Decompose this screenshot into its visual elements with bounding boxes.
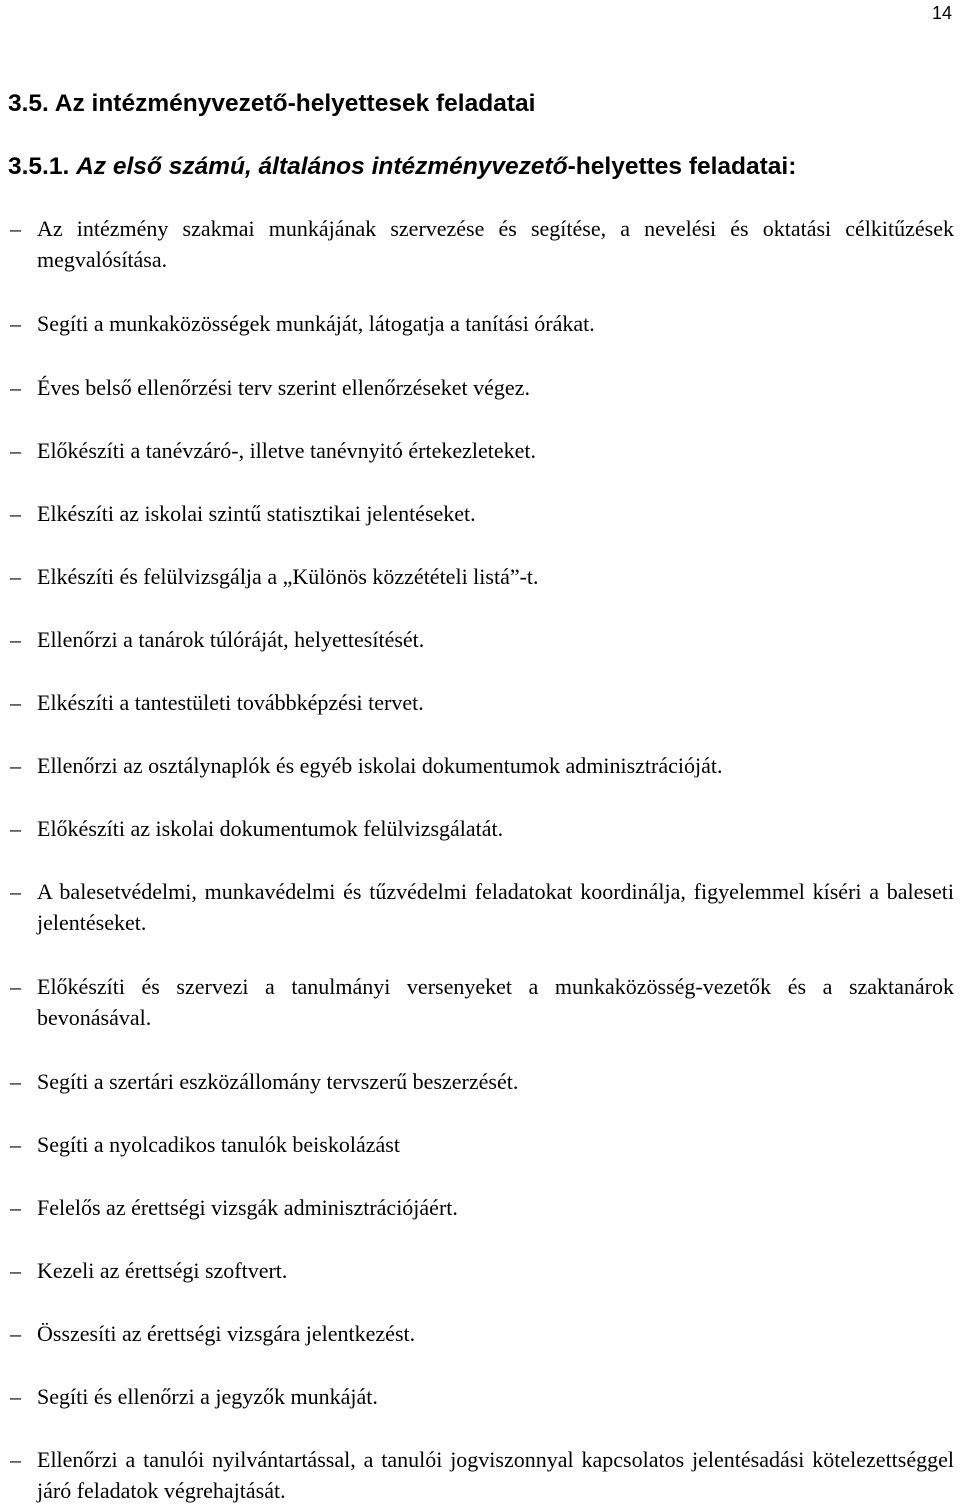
- dash-bullet: –: [10, 1132, 21, 1157]
- dash-bullet: –: [10, 438, 21, 463]
- dash-bullet: –: [10, 690, 21, 715]
- task-text: Segíti a munkaközösségek munkáját, látogatja a tanítási órákat.: [37, 311, 595, 336]
- page-number: 14: [931, 3, 952, 23]
- task-text: Ellenőrzi az osztálynaplók és egyéb iskolai dokumentumok adminisztrációját.: [37, 753, 723, 778]
- dash-bullet: –: [10, 1447, 21, 1472]
- dash-bullet: –: [10, 1069, 21, 1094]
- subsection-heading: [8, 152, 796, 182]
- task-text: A balesetvédelmi, munkavédelmi és tűzvédelmi feladatokat koordinálja, figyelemmel kíséri a baleseti jelentéseket.: [37, 879, 954, 935]
- dash-bullet: –: [10, 1195, 21, 1220]
- task-text: Kezeli az érettségi szoftvert.: [37, 1258, 288, 1283]
- dash-bullet: –: [10, 375, 21, 400]
- subsection-number: 3.5.1.: [8, 153, 77, 180]
- dash-bullet: –: [10, 753, 21, 778]
- task-text: Segíti és ellenőrzi a jegyzők munkáját.: [37, 1384, 378, 1409]
- dash-bullet: –: [10, 501, 21, 526]
- task-text: Ellenőrzi a tanárok túlóráját, helyettesítését.: [37, 627, 425, 652]
- task-text: Segíti a szertári eszközállomány tervszerű beszerzését.: [37, 1069, 519, 1094]
- subsection-title-rest: -helyettes feladatai:: [567, 153, 797, 180]
- task-text: Összesíti az érettségi vizsgára jelentkezést.: [37, 1321, 416, 1346]
- dash-bullet: –: [10, 879, 21, 904]
- dash-bullet: –: [10, 1321, 21, 1346]
- dash-bullet: –: [10, 1258, 21, 1283]
- task-text: Felelős az érettségi vizsgák adminisztrációjáért.: [37, 1195, 458, 1220]
- task-text: Ellenőrzi a tanulói nyilvántartással, a tanulói jogviszonnyal kapcsolatos jelentésadási kötelezettséggel járó feladatok végrehajtását.: [37, 1447, 954, 1503]
- task-text: Az intézmény szakmai munkájának szervezése és segítése, a nevelési és oktatási célkitűzések megvalósítása.: [37, 216, 954, 272]
- task-text: Előkészíti az iskolai dokumentumok felülvizsgálatát.: [37, 816, 504, 841]
- dash-bullet: –: [10, 216, 21, 241]
- task-text: Segíti a nyolcadikos tanulók beiskolázást: [37, 1132, 400, 1157]
- dash-bullet: –: [10, 816, 21, 841]
- task-text: Elkészíti a tantestületi továbbképzési tervet.: [37, 690, 424, 715]
- task-text: Elkészíti az iskolai szintű statisztikai jelentéseket.: [37, 501, 476, 526]
- task-text: Elkészíti és felülvizsgálja a „Különös közzétételi listá”-t.: [37, 564, 539, 589]
- dash-bullet: –: [10, 564, 21, 589]
- task-text: Éves belső ellenőrzési terv szerint ellenőrzéseket végez.: [37, 375, 530, 400]
- dash-bullet: –: [10, 311, 21, 336]
- section-heading: 3.5. Az intézményvezető-helyettesek feladatai: [8, 90, 536, 117]
- subsection-title-italic: Az első számú, általános intézményvezető: [76, 153, 568, 180]
- task-text: Előkészíti a tanévzáró-, illetve tanévnyitó értekezleteket.: [37, 438, 537, 463]
- dash-bullet: –: [10, 1384, 21, 1409]
- task-text: Előkészíti és szervezi a tanulmányi versenyeket a munkaközösség-vezetők és a szaktanárok bevonásával.: [37, 974, 954, 1030]
- dash-bullet: –: [10, 974, 21, 999]
- dash-bullet: –: [10, 627, 21, 652]
